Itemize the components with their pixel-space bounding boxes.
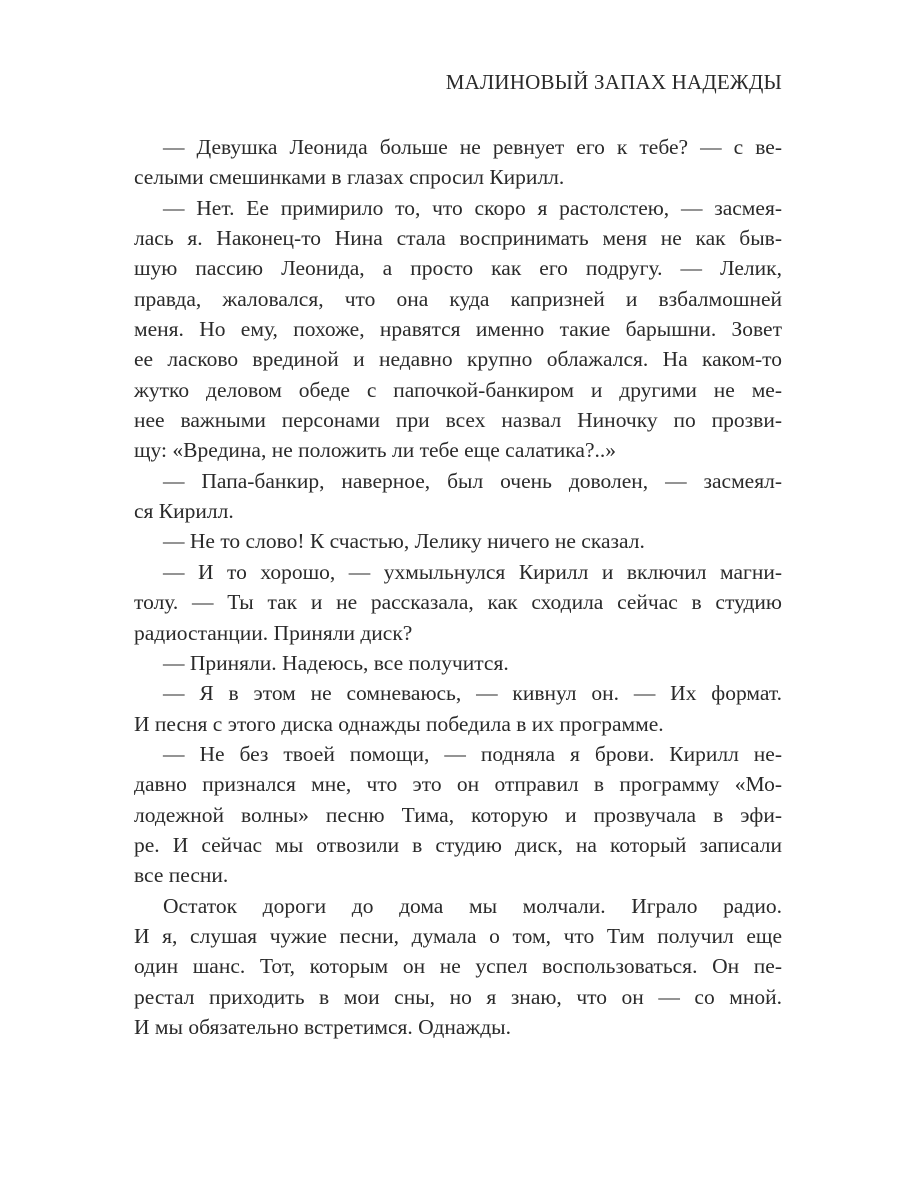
text-line: правда, жаловался, что она куда капризней и взбалмошней (134, 286, 782, 311)
text-line: ся Кирилл. (134, 499, 234, 524)
text-line: жутко деловом обеде с папочкой-банкиром и другими не ме- (134, 377, 782, 402)
text-line: — Не то слово! К счастью, Лелику ничего не сказал. (163, 529, 645, 554)
text-line: — Я в этом не сомневаюсь, — кивнул он. — Их формат. (163, 681, 782, 706)
text-line: — Не без твоей помощи, — подняла я брови. Кирилл не- (163, 741, 782, 766)
text-line: И мы обязательно встретимся. Однажды. (134, 1014, 512, 1039)
text-line: давно признался мне, что это он отправил в программу «Мо- (134, 772, 782, 797)
text-line: лодежной волны» песню Тима, которую и прозвучала в эфи- (134, 802, 782, 827)
text-line: один шанс. Тот, которым он не успел воспользоваться. Он пе- (134, 954, 782, 979)
text-line: ре. И сейчас мы отвозили в студию диск, на который записали (134, 832, 782, 857)
text-line: толу. — Ты так и не рассказала, как сходила сейчас в студию (134, 590, 782, 615)
text-line: Остаток дороги до дома мы молчали. Играло радио. (163, 893, 782, 918)
text-line: — Папа-банкир, наверное, был очень доволен, — засмеял- (163, 468, 782, 493)
text-line: радиостанции. Приняли диск? (134, 620, 413, 645)
text-line: — И то хорошо, — ухмыльнулся Кирилл и включил магни- (163, 559, 782, 584)
text-line: меня. Но ему, похоже, нравятся именно такие барышни. Зовет (134, 317, 782, 342)
text-line: — Нет. Ее примирило то, что скоро я растолстею, — засмея- (163, 195, 782, 220)
text-line: лась я. Наконец-то Нина стала воспринимать меня не как быв- (134, 226, 782, 251)
text-line: — Девушка Леонида больше не ревнует его к тебе? — с ве- (163, 135, 782, 159)
text-line: щу: «Вредина, не положить ли тебе еще салатика?..» (134, 438, 616, 463)
text-line: все песни. (134, 863, 229, 888)
text-line: рестал приходить в мои сны, но я знаю, что он — со мной. (134, 984, 782, 1009)
body-text (134, 132, 782, 1042)
text-line: — Приняли. Надеюсь, все получится. (163, 650, 509, 675)
text-line: нее важными персонами при всех назвал Ниночку по прозви- (134, 408, 782, 433)
text-line: И песня с этого диска однажды победила в их программе. (134, 711, 664, 736)
text-line: И я, слушая чужие песни, думала о том, что Тим получил еще (134, 923, 782, 948)
running-title: МАЛИНОВЫЙ ЗАПАХ НАДЕЖДЫ (445, 70, 782, 94)
text-line: ее ласково врединой и недавно крупно облажался. На каком-то (134, 347, 782, 372)
text-line: шую пассию Леонида, а просто как его подругу. — Лелик, (134, 256, 782, 281)
text-line: селыми смешинками в глазах спросил Кирилл. (134, 165, 565, 190)
